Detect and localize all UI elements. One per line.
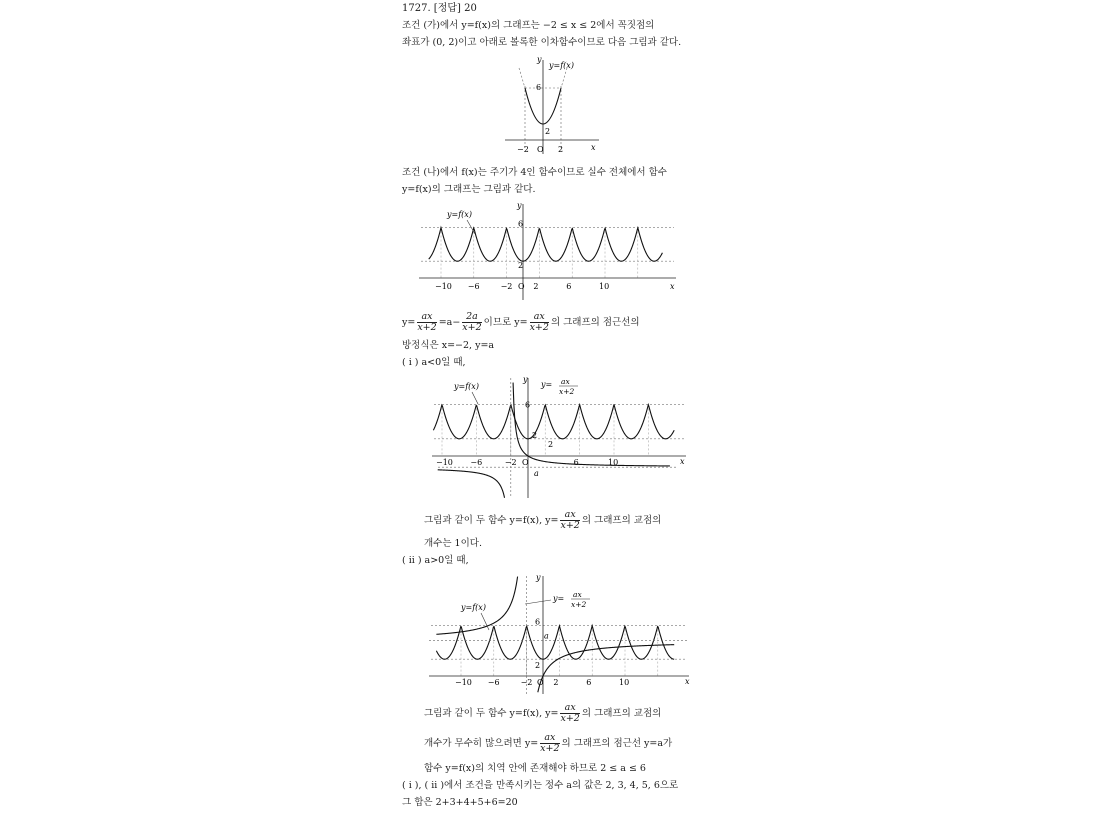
fig3-ytick-2a: 2 — [532, 430, 538, 440]
fig1-xtick-m2: −2 — [517, 145, 529, 154]
p3-fraction-2: $\frac{2a}{x+2}$ — [462, 311, 482, 333]
periodic-curve — [433, 404, 674, 438]
fig4-y-label: y — [536, 573, 541, 582]
paragraph-3b: 방정식은 x=−2, y=a — [402, 340, 495, 351]
fig3-x-label: x — [680, 457, 685, 466]
fig2-ytick-2: 2 — [518, 261, 524, 271]
case-2-text-3: 함수 y=f(x)의 치역 안에 존재해야 하므로 2 ≤ a ≤ 6 — [424, 763, 646, 774]
fig4-hyper-arrow — [525, 600, 551, 604]
conclusion-1: ( i ), ( ii )에서 조건을 만족시키는 정수 a의 값은 2, 3, 4, 5, 6으로 — [402, 780, 679, 791]
fig4-ytick-a: a — [544, 631, 549, 641]
fig1-curve-label: y=f(x) — [549, 61, 574, 70]
figure-1-parabola — [495, 56, 605, 160]
case-1-text-1: 그림과 같이 두 함수 y=f(x), y= $\frac{ax}{x+2}$ 의 그래프의 교점의 — [424, 509, 662, 531]
fig4-xtick: −10 — [455, 678, 472, 687]
fig4-xtick: −2 — [520, 678, 533, 687]
p3-fraction-3: $\frac{ax}{x+2}$ — [529, 311, 549, 333]
p3-fraction-1: $\frac{ax}{x+2}$ — [417, 311, 437, 333]
fig4-ytick-6: 6 — [535, 617, 541, 627]
p3-tail: 의 그래프의 점근선의 — [550, 317, 640, 328]
fig2-curve-label: y=f(x) — [447, 210, 472, 219]
case-1-text-2: 개수는 1이다. — [424, 538, 482, 549]
paragraph-2a: 조건 (나)에서 f(x)는 주기가 4인 함수이므로 실수 전체에서 함수 — [402, 167, 667, 178]
fig4-xtick: 2 — [553, 678, 559, 687]
fig3-asym-label: a — [534, 469, 539, 479]
conclusion-2: 그 합은 2+3+4+5+6=20 — [402, 797, 518, 808]
case-1-heading: ( i ) a<0일 때, — [402, 357, 466, 368]
fig3-xtick: −2 — [504, 458, 517, 467]
periodic-curve — [429, 228, 663, 261]
figure-4-case-a-positive — [425, 572, 693, 696]
fig2-xtick: −2 — [500, 282, 513, 291]
fig4-x-label: x — [685, 677, 690, 686]
fig1-ytick-6: 6 — [536, 83, 542, 92]
fig4-xtick: 10 — [619, 678, 630, 687]
fig3-y-label: y — [523, 375, 528, 384]
case-2-heading: ( ii ) a>0일 때, — [402, 555, 469, 566]
fig3-xtick: 6 — [573, 458, 579, 467]
fig2-xtick: 6 — [566, 282, 572, 291]
fig3-origin: O — [522, 458, 529, 467]
figure-2-periodic — [415, 200, 680, 302]
figure-3-case-a-negative — [428, 374, 690, 500]
p3-mid2: 이므로 y= — [483, 317, 528, 328]
case2-fraction-2: $\frac{ax}{x+2}$ — [540, 732, 560, 754]
fig3-hyper-den: x+2 — [559, 387, 575, 396]
fig4-origin: O — [537, 678, 544, 687]
fig3-hyper-label: y= — [541, 380, 553, 389]
p3-lhs: y= — [402, 317, 416, 328]
fig3-xtick: 10 — [608, 458, 619, 467]
fig4-xtick: 6 — [586, 678, 592, 687]
fig4-xtick: −6 — [487, 678, 500, 687]
fig2-xtick: −6 — [467, 282, 480, 291]
fig3-xtick: −10 — [436, 458, 453, 467]
paragraph-3 — [402, 312, 640, 334]
fig2-xtick: 2 — [533, 282, 539, 291]
fig1-ytick-2: 2 — [545, 127, 551, 136]
periodic-curve — [436, 626, 674, 659]
fig2-xtick: −10 — [435, 282, 452, 291]
case2-fraction-1: $\frac{ax}{x+2}$ — [560, 702, 580, 724]
fig2-y-label: y — [517, 201, 522, 210]
fig1-xtick-2: 2 — [558, 145, 564, 154]
fig3-ytick-6: 6 — [525, 400, 531, 410]
fig2-ytick-6: 6 — [518, 219, 524, 229]
fig3-hyperbola-left — [438, 470, 505, 498]
case-2-text-1: 그림과 같이 두 함수 y=f(x), y= $\frac{ax}{x+2}$ 의 그래프의 교점의 — [424, 702, 662, 724]
fig4-hyper-num: ax — [573, 590, 582, 599]
fig2-xtick: 10 — [599, 282, 610, 291]
case-2-text-2: 개수가 무수히 많으려면 y= $\frac{ax}{x+2}$ 의 그래프의 점근선 y=a가 — [424, 732, 673, 754]
fig4-hyper-label: y= — [553, 594, 565, 603]
fig3-curve-label: y=f(x) — [454, 382, 479, 391]
fig3-xtick: −6 — [470, 458, 483, 467]
paragraph-1a: 조건 (가)에서 y=f(x)의 그래프는 −2 ≤ x ≤ 2에서 꼭짓점의 — [402, 20, 655, 31]
fig2-x-label: x — [670, 282, 675, 291]
paragraph-1b: 좌표가 (0, 2)이고 아래로 볼록한 이차함수이므로 다음 그림과 같다. — [402, 37, 682, 48]
fig3-hyper-num: ax — [561, 377, 570, 386]
fig3-ytick-2b: 2 — [548, 439, 554, 449]
fig3-label-arrow — [472, 392, 478, 404]
fig1-y-label: y — [537, 56, 542, 64]
fig4-ytick-2: 2 — [535, 661, 541, 671]
problem-header: 1727. [정답] 20 — [402, 3, 477, 14]
paragraph-2b: y=f(x)의 그래프는 그림과 같다. — [402, 184, 536, 195]
fig1-origin: O — [537, 145, 544, 154]
case1-fraction: $\frac{ax}{x+2}$ — [560, 509, 580, 531]
fig2-origin: O — [518, 282, 525, 291]
fig4-curve-label: y=f(x) — [461, 603, 486, 612]
fig1-x-label: x — [591, 143, 596, 152]
fig3-hyperbola-right — [513, 383, 670, 466]
p3-mid: =a− — [438, 317, 461, 328]
fig4-hyper-den: x+2 — [571, 600, 587, 609]
